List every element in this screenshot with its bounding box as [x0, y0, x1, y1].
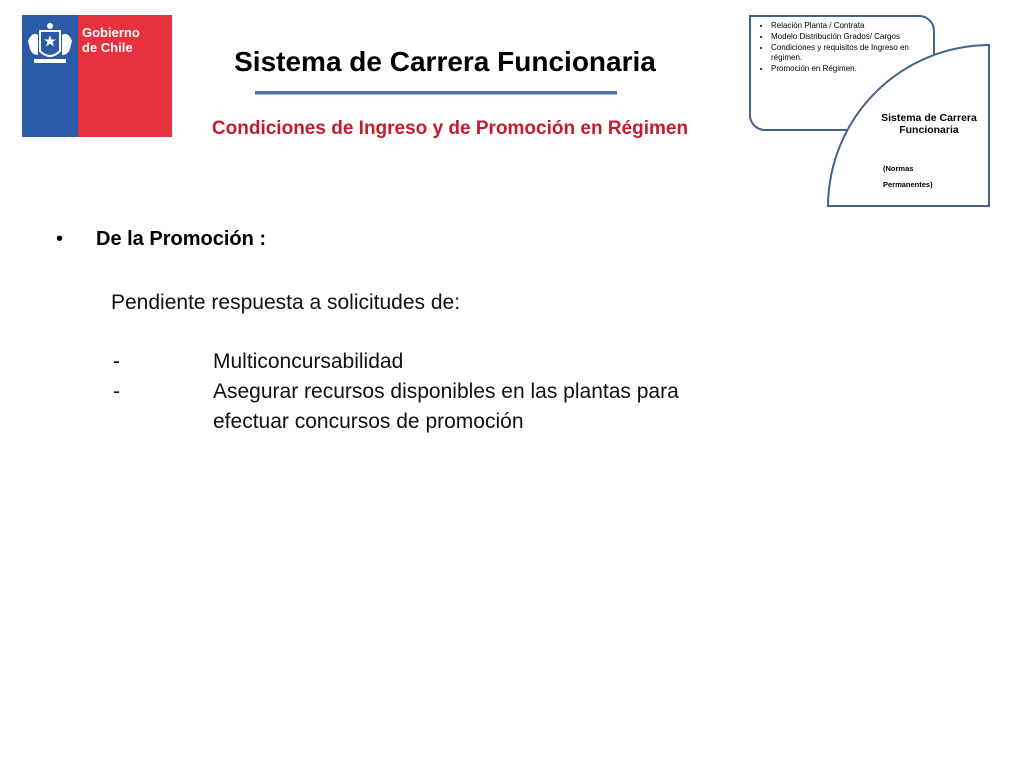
- diagram-item: • Modelo Distribución Grados/ Cargos: [771, 32, 929, 42]
- diagram-center-title: Sistema de Carrera Funcionaria: [881, 112, 977, 136]
- diagram-item-list: [751, 17, 933, 74]
- slide-title: Sistema de Carrera Funcionaria: [234, 46, 656, 77]
- slide-subtitle: Condiciones de Ingreso y de Promoción en Régimen: [211, 118, 689, 139]
- coat-of-arms-icon: [24, 21, 76, 69]
- list-marker: -: [113, 380, 120, 403]
- logo-text: [82, 25, 170, 55]
- diagram-center-sub-line-1: (Normas: [883, 164, 914, 173]
- list-marker: -: [113, 350, 120, 373]
- list-item-text: Multiconcursabilidad: [213, 350, 404, 373]
- diagram-item: • Promoción en Régimen.: [771, 64, 929, 74]
- list-item-text-continued: efectuar concursos de promoción: [213, 410, 524, 433]
- diagram-item: • Relación Planta / Contrata: [771, 21, 929, 31]
- logo-line-2: de Chile: [82, 40, 133, 55]
- section-heading: De la Promoción :: [96, 228, 267, 250]
- diagram-center-sub-line-2: Permanentes): [883, 180, 933, 189]
- title-underline: [255, 91, 617, 95]
- logo-line-1: Gobierno: [82, 25, 140, 40]
- diagram-center-subtitle: [883, 161, 983, 193]
- bullet-marker: •: [56, 228, 64, 250]
- diagram-item: • Condiciones y requisitos de Ingreso en régimen.: [771, 43, 929, 63]
- list-item-text: Asegurar recursos disponibles en las plantas para: [213, 380, 679, 403]
- intro-text: Pendiente respuesta a solicitudes de:: [111, 291, 461, 314]
